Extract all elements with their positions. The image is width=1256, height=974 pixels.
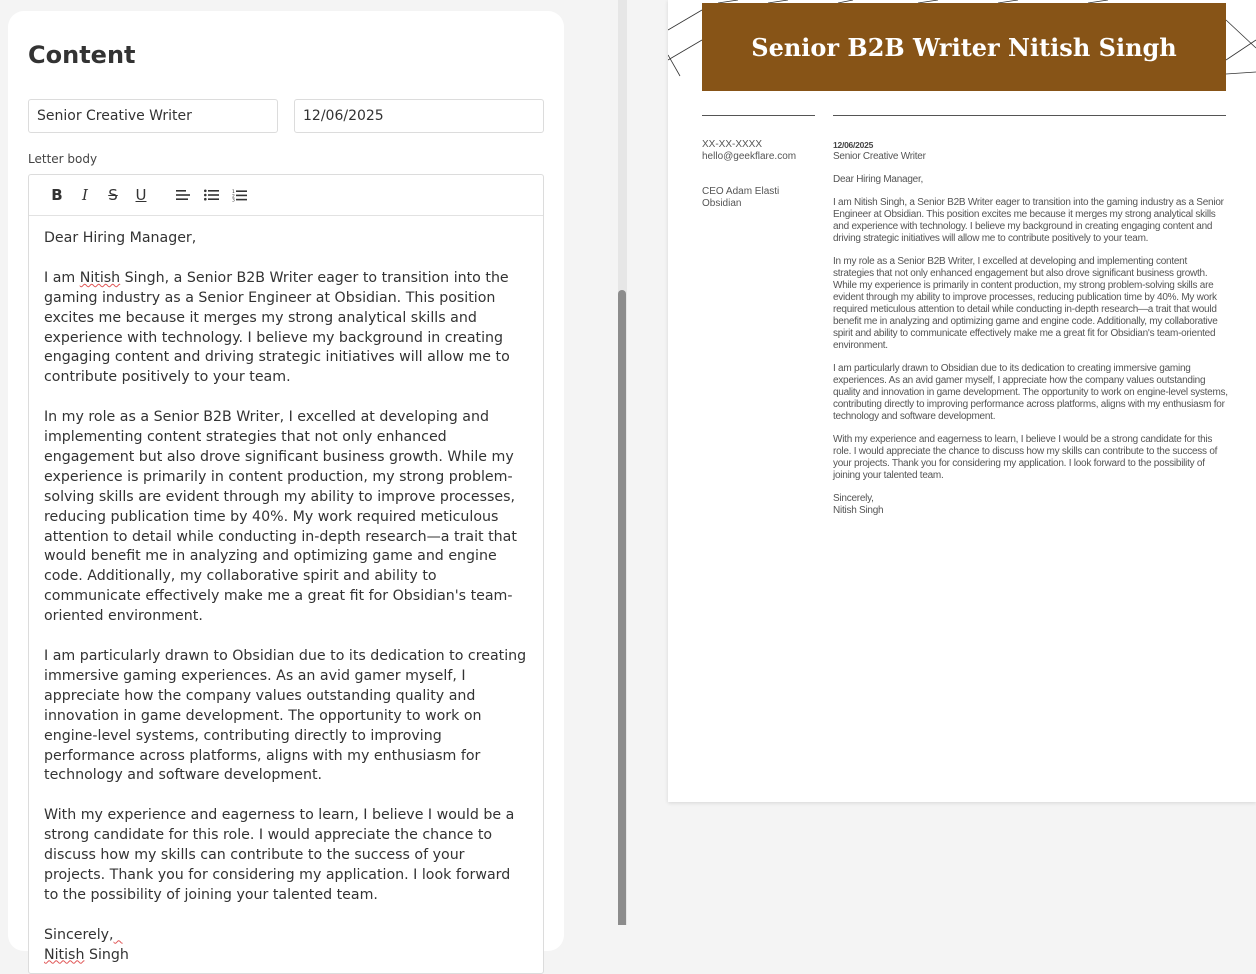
divider-rule xyxy=(702,115,815,116)
preview-job-title: Senior Creative Writer xyxy=(833,151,926,162)
paragraph-4: With my experience and eagerness to learn, I believe I would be a strong candidate for this role. I would appreciate the chance to discuss how my skills can contribute to the success of your projects. Thank you for considering my application. I look forward to the possibility of joining your talented team. xyxy=(44,807,515,903)
preview-pane xyxy=(627,0,1256,925)
editor-pane xyxy=(0,0,618,963)
preview-banner xyxy=(702,3,1226,91)
letter-body-text[interactable] xyxy=(29,216,543,965)
align-left-button[interactable] xyxy=(169,181,197,209)
greeting: Dear Hiring Manager, xyxy=(44,230,197,246)
job-title-input[interactable] xyxy=(28,99,278,133)
bullet-list-icon xyxy=(204,189,219,201)
spellcheck-word[interactable]: Nitish xyxy=(79,269,121,286)
strikethrough-button[interactable]: S xyxy=(108,186,118,204)
email: hello@geekflare.com xyxy=(702,151,797,162)
date-input[interactable] xyxy=(294,99,544,133)
phone: XX-XX-XXXX xyxy=(702,139,763,150)
svg-text:2: 2 xyxy=(231,193,235,199)
preview-signature: Nitish Singh xyxy=(833,505,884,516)
svg-text:1: 1 xyxy=(231,189,235,195)
banner-title: Senior B2B Writer Nitish Singh xyxy=(751,32,1177,62)
preview-greeting: Dear Hiring Manager, xyxy=(833,174,924,185)
numbered-list-icon xyxy=(232,189,247,202)
closing: Sincerely, xyxy=(44,926,527,946)
preview-paragraph-3: I am particularly drawn to Obsidian due to its dedication to creating immersive gaming experiences. As an avid gamer myself, I appreciate how the company values outstanding quality and innovation in game development. The opportunity to work on engine-level systems, contributing directly to improving performance across platforms, aligns with my enthusiasm for technology and software development. xyxy=(833,363,1228,422)
content-card xyxy=(8,11,564,963)
underline-button[interactable]: U xyxy=(135,186,147,204)
paragraph-1: I am Nitish Singh, a Senior B2B Writer eager to transition into the gaming industry as a Senior Engineer at Obsidian. This position excites me because it merges my strong analytical skills and experience with technology. I believe my background in creating engaging content and driving strategic initiatives will allow me to contribute positively to your team. xyxy=(44,269,510,386)
recipient-name: CEO Adam Elasti xyxy=(702,186,780,197)
letter-body-label: Letter body xyxy=(28,152,98,166)
preview-closing: Sincerely, xyxy=(833,493,874,504)
divider-rule xyxy=(833,115,1226,116)
letter-preview-page xyxy=(668,0,1256,802)
preview-date: 12/06/2025 xyxy=(833,140,874,150)
paragraph-2: In my role as a Senior B2B Writer, I excelled at developing and implementing content strategies that not only enhanced engagement but also drove significant business growth. While my experience is primarily in content production, my strong problem-solving skills are evident through my ability to improve processes, reducing publication time by 40%. My work required meticulous attention to detail while conducting in-depth research—a trait that would benefit me in analyzing and optimizing game and engine code. Additionally, my collaborative spirit and ability to communicate effectively make me a great fit for Obsidian's team-oriented environment. xyxy=(44,409,517,625)
letter-body-editor[interactable] xyxy=(28,174,544,974)
formatting-toolbar xyxy=(29,175,543,216)
section-title: Content xyxy=(28,41,136,69)
bullet-list-button[interactable] xyxy=(197,181,225,209)
recipient-company: Obsidian xyxy=(702,198,742,209)
paragraph-3: I am particularly drawn to Obsidian due to its dedication to creating immersive gaming experiences. As an avid gamer myself, I appreciate how the company values outstanding quality and innovation in game development. The opportunity to work on engine-level systems, contributing directly to improving performance across platforms, aligns with my enthusiasm for technology and software development. xyxy=(44,647,527,784)
preview-paragraph-4: With my experience and eagerness to learn, I believe I would be a strong candidate for this role. I would appreciate the chance to discuss how my skills can contribute to the success of your projects. Thank you for considering my application. I look forward to the possibility of joining your talented team. xyxy=(833,434,1218,481)
scrollbar-thumb[interactable] xyxy=(618,290,626,925)
align-left-icon xyxy=(176,189,190,201)
signature: Nitish Singh xyxy=(44,946,129,963)
spellcheck-space[interactable] xyxy=(114,927,123,943)
letter-column xyxy=(833,139,1228,517)
contact-column xyxy=(702,139,822,210)
svg-text:3: 3 xyxy=(231,198,235,202)
bold-button[interactable]: B xyxy=(51,186,63,204)
preview-paragraph-1: I am Nitish Singh, a Senior B2B Writer eager to transition into the gaming industry as a Senior Engineer at Obsidian. This position excites me because it merges my strong analytical skills and experience with technology. I believe my background in creating engaging content and driving strategic initiatives will allow me to contribute positively to your team. xyxy=(833,197,1224,244)
spellcheck-word[interactable]: Nitish xyxy=(44,946,85,963)
italic-button[interactable]: I xyxy=(82,186,88,204)
numbered-list-button[interactable] xyxy=(225,181,253,209)
preview-paragraph-2: In my role as a Senior B2B Writer, I excelled at developing and implementing content strategies that not only enhanced engagement but also drove significant business growth. While my experience is primarily in content production, my strong problem-solving skills are evident through my ability to improve processes, reducing publication time by 40%. My work required meticulous attention to detail while conducting in-depth research—a trait that would benefit me in analyzing and optimizing game and engine code. Additionally, my collaborative spirit and ability to communicate effectively make me a great fit for Obsidian's team-oriented environment. xyxy=(833,256,1218,351)
